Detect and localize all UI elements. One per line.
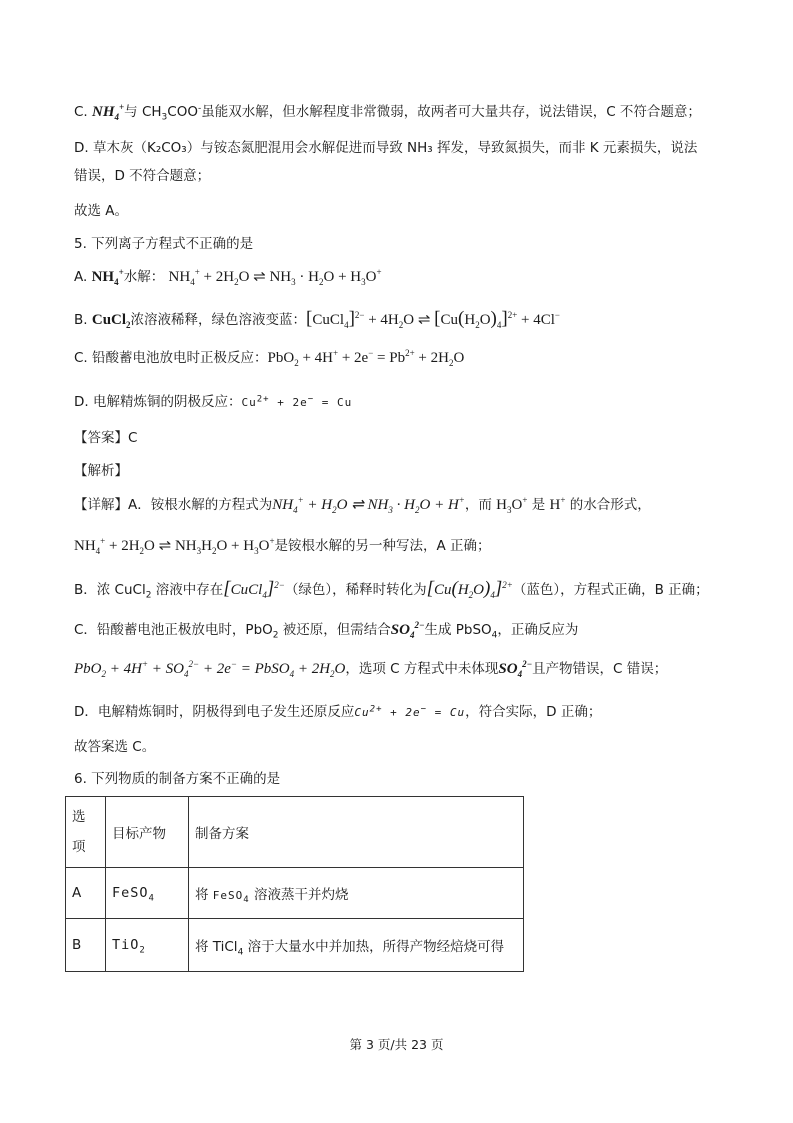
detail-line-3: B．浓 CuCl$_2$ 溶液中存在[CuCl$_4$]$^{2-}$（绿色），稀释时转化为$[Cu(H_2O)_4]^{2+}$（蓝色），方程式正确，B 正确； xyxy=(74,578,709,601)
equation-detail-2: $NH_4^+ + 2H_2O$ ⇌ $NH_3H_2O + H_3O^+$ xyxy=(74,536,275,556)
detail-line-6: D．电解精炼铜时，阴极得到电子发生还原反应$Cu^{2+} + 2e^- = Cu$，符合实际，D 正确； xyxy=(74,704,602,720)
q5-option-c: C. 铅酸蓄电池放电时正极反应：$PbO_2 + 4H^+ + 2e^- = Pb^{2+} + 2H_2O$ xyxy=(74,348,465,368)
row-option: B xyxy=(66,919,106,972)
answer-line: 【答案】C xyxy=(74,430,138,446)
page-footer: 第 3 页/共 23 页 xyxy=(349,1037,444,1052)
equation-detail-6: $Cu^{2+} + 2e^- = Cu$ xyxy=(354,704,466,719)
header-product: 目标产物 xyxy=(106,797,189,868)
sulfate-ion: $SO_4^{2-}$ xyxy=(498,659,533,679)
table-row xyxy=(66,919,524,972)
detail-line-2: $NH_4^+ + 2H_2O$ ⇌ $NH_3H_2O + H_3O^+$是铵根水解的另一种写法，A 正确； xyxy=(74,536,491,556)
question-5-stem: 5. 下列离子方程式不正确的是 xyxy=(74,236,254,252)
equation-d: $Cu^{2+} + 2e^- = Cu$ xyxy=(241,394,353,409)
cucl2-formula: CuCl$_2$ xyxy=(91,312,131,330)
sulfate-ion: $SO_4^{2-}$ xyxy=(390,620,425,640)
option-d-line1: D. 草木灰（K₂CO₃）与铵态氮肥混用会水解促进而导致 NH₃ 挥发，导致氮损失，而非 K 元素损失，说法 xyxy=(74,140,698,156)
detail-line-5: $PbO_2 + 4H^+ + SO_4^{2-} + 2e^-$ = PbSO$_4$ + $2H_2O$，选项 C 方程式中未体现$SO_4^{2-}$且产物错误，C 错误； xyxy=(74,659,668,679)
row-plan: 将 TiCl$_4$ 溶于大量水中并加热，所得产物经焙烧可得 xyxy=(189,919,524,972)
table-header-row xyxy=(66,797,524,868)
header-option: 选项 xyxy=(66,797,106,868)
cu-aqua-ion: $[Cu(H_2O)_4]^{2+}$ xyxy=(426,578,513,600)
option-c-text: 与 $CH_3COO^-$虽能双水解，但水解程度非常微弱，故两者可大量共存，说法错误，C 不符合题意； xyxy=(124,103,701,123)
nh4-formula: $NH_4^+$ xyxy=(91,267,124,287)
analysis-label: 【解析】 xyxy=(74,463,128,479)
q5-option-d: D. 电解精炼铜的阴极反应：$Cu^{2+} + 2e^- = Cu$ xyxy=(74,394,353,410)
row-product: TiO$_2$ xyxy=(106,919,189,972)
detail-line-4: C．铅酸蓄电池正极放电时，PbO$_2$ 被还原，但需结合$SO_4^{2-}$生成 PbSO$_4$，正确反应为 xyxy=(74,620,579,641)
equation-detail-1: $NH_4^+ + H_2O$ ⇌ $NH_3 \cdot H_2O + H^+$ xyxy=(272,495,465,515)
option-d-line2: 错误，D 不符合题意； xyxy=(74,168,211,184)
cucl4-ion: [CuCl$_4$]$^{2-}$ xyxy=(223,578,285,600)
table-row xyxy=(66,868,524,919)
question-6-stem: 6. 下列物质的制备方案不正确的是 xyxy=(74,771,281,787)
answer-value: C xyxy=(128,430,138,446)
detail-line-1: 【详解】A．铵根水解的方程式为$NH_4^+ + H_2O$ ⇌ $NH_3 \cdot H_2O + H^+$，而 $H_3O^+$ 是 H+ 的水合形式， xyxy=(74,495,651,515)
select-answer-line: 故选 A。 xyxy=(74,203,129,219)
select-answer-line-2: 故答案选 C。 xyxy=(74,739,156,755)
q5-option-a: A. $NH_4^+$水解： $NH_4^+ + 2H_2O$ ⇌ $NH_3 \cdot H_2O + H_3O^+$ xyxy=(74,267,382,287)
preparation-table xyxy=(65,796,524,972)
equation-c: $PbO_2 + 4H^+ + 2e^- = Pb^{2+} + 2H_2O$ xyxy=(267,348,465,368)
option-c-line: C. $NH_4^+$与 $CH_3COO^-$虽能双水解，但水解程度非常微弱，故两者可大量共存，说法错误，C 不符合题意； xyxy=(74,102,701,123)
row-option: A xyxy=(66,868,106,919)
equation-detail-5: $PbO_2 + 4H^+ + SO_4^{2-} + 2e^-$ = PbSO$_4$ + $2H_2O$ xyxy=(74,659,346,679)
row-plan: 将 FeSO$_4$ 溶液蒸干并灼烧 xyxy=(189,868,524,919)
equation-a: $NH_4^+ + 2H_2O$ ⇌ $NH_3 \cdot H_2O + H_3O^+$ xyxy=(168,267,382,287)
row-product: FeSO$_4$ xyxy=(106,868,189,919)
q5-option-b: B. CuCl$_2$浓溶液稀释，绿色溶液变蓝：[CuCl$_4$]$^{2-}$ + $4H_2O$ ⇌ $[Cu(H_2O)_4]^{2+} + 4Cl^-$ xyxy=(74,308,560,330)
nh4-formula: $NH_4^+$ xyxy=(92,102,125,122)
header-plan: 制备方案 xyxy=(189,797,524,868)
equation-b: [CuCl$_4$]$^{2-}$ + $4H_2O$ ⇌ $[Cu(H_2O)_4]^{2+} + 4Cl^-$ xyxy=(306,308,560,330)
